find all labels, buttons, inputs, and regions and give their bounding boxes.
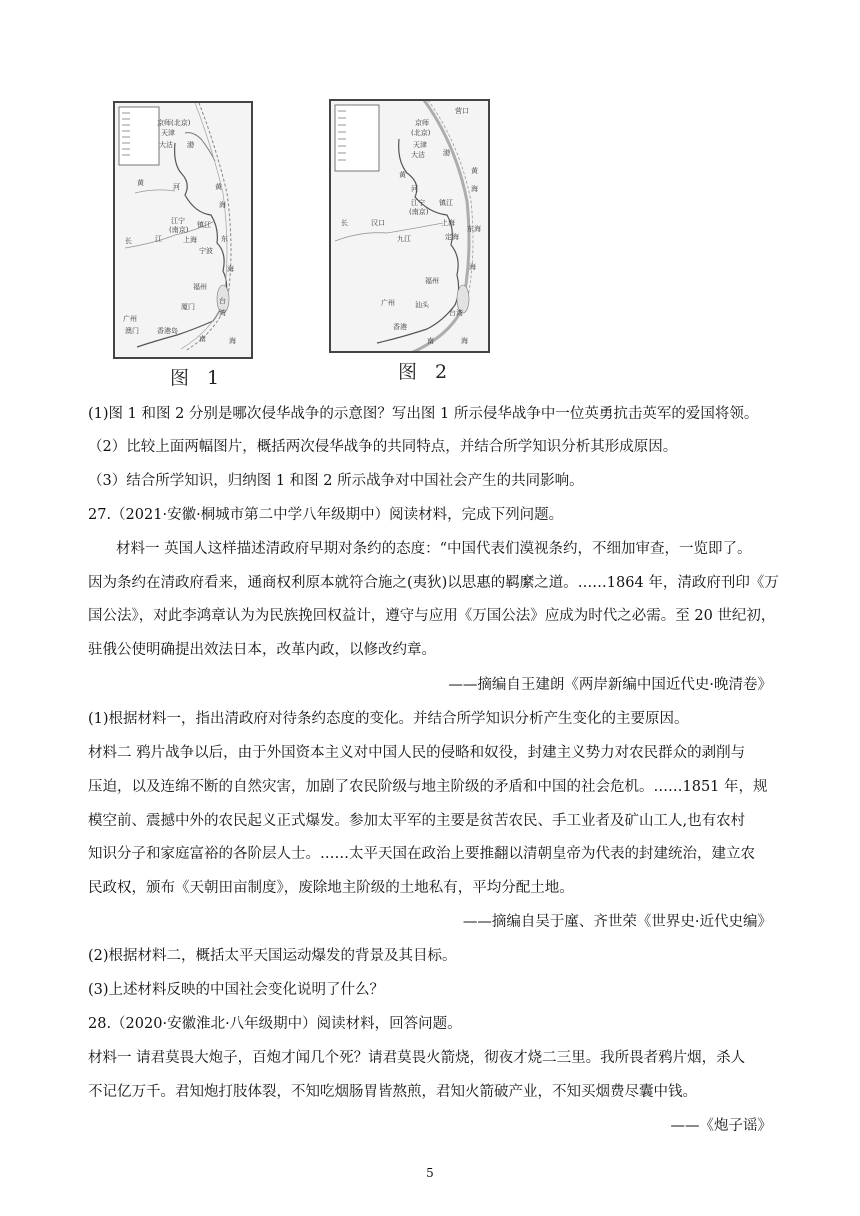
question-26-1: (1)图 1 和图 2 分别是哪次侵华战争的示意图？写出图 1 所示侵华战争中一位英勇抗击英军的爱国将领。 [88, 406, 759, 422]
map-label: 镇江 [439, 199, 453, 207]
map-label: 南 [199, 335, 206, 343]
page-number: 5 [426, 1166, 434, 1180]
question-27-1: (1)根据材料一，指出清政府对待条约态度的变化。并结合所学知识分析产生变化的主要原因。 [88, 711, 689, 727]
map-label: 天津 [413, 141, 427, 149]
material-paragraph: 民政权，颁布《天朝田亩制度》，废除地主阶级的土地私有，平均分配土地。 [88, 880, 574, 896]
material-paragraph: 国公法》，对此李鸿章认为为民族挽回权益计，遵守与应用《万国公法》应成为时代之必需。至 20 世纪初， [88, 608, 776, 624]
map-label: (南京) [169, 226, 189, 234]
map-label: 福州 [425, 277, 439, 285]
figure-2-caption: 图 2 [398, 361, 454, 383]
map-label: 湾 [219, 309, 226, 317]
map-label: 海 [219, 201, 226, 209]
map-label: 九江 [397, 235, 411, 243]
material-paragraph: 知识分子和家庭富裕的各阶层人士。……太平天国在政治上要推翻以清朝皇帝为代表的封建统治，建立农 [88, 846, 755, 862]
map-label: 渤 [443, 149, 450, 157]
map-label: 大沽 [159, 141, 173, 149]
map-label: 黄 [215, 183, 222, 191]
map-label: 河 [411, 185, 418, 193]
map-label: 广州 [381, 299, 395, 307]
map-label: 镇江 [197, 221, 211, 229]
material-paragraph: 压迫，以及连绵不断的自然灾害，加剧了农民阶级与地主阶级的矛盾和中国的社会危机。……1851 年，规 [88, 779, 768, 795]
map-label: 香港岛 [157, 327, 178, 335]
question-26-2: （2）比较上面两幅图片，概括两次侵华战争的共同特点，并结合所学知识分析其形成原因。 [88, 439, 678, 455]
map-label: 江宁 [171, 217, 185, 225]
map-label: 福州 [193, 283, 207, 291]
map-label: 黄 [137, 179, 144, 187]
material-paragraph: 材料一 英国人这样描述清政府早期对条约的态度：“中国代表们漠视条约，不细加审查，一览即了。 [116, 541, 752, 557]
map-label: 上海 [183, 236, 197, 244]
figure-1-caption: 图 1 [170, 367, 226, 389]
material-paragraph: 模空前、震撼中外的农民起义正式爆发。参加太平军的主要是贫苦农民、手工业者及矿山工人,也有农村 [88, 813, 746, 829]
map-label: 海 [461, 337, 468, 345]
material-paragraph: 因为条约在清政府看来，通商权利原本就符合施之(夷狄)以思惠的羁縻之道。……1864 年，清政府刊印《万 [88, 575, 779, 591]
map-label: 黄 [399, 171, 406, 179]
map-label: 河 [173, 183, 180, 191]
map-label: 上海 [441, 219, 455, 227]
map-label: 海 [469, 263, 476, 271]
map-label: 厦门 [181, 303, 195, 311]
map-label: 南 [427, 337, 434, 345]
map-label: 黄 [471, 167, 478, 175]
map-label: 香港 [393, 323, 407, 331]
source-citation: ——摘编自吴于廑、齐世荣《世界史·近代史编》 [462, 914, 772, 930]
map-label: 渤 [187, 141, 194, 149]
map-label: 海 [471, 185, 478, 193]
map-label: 东海 [467, 225, 481, 233]
question-27-3: (3)上述材料反映的中国社会变化说明了什么？ [88, 982, 385, 998]
map-label: 澳门 [125, 327, 139, 335]
map-label: (北京) [411, 129, 431, 137]
material-paragraph: 材料二 鸦片战争以后，由于外国资本主义对中国人民的侵略和奴役，封建主义势力对农民群众的剥削与 [88, 745, 746, 761]
map-label: (南京) [409, 208, 429, 216]
map-label: 台湾 [449, 309, 463, 317]
question-27-2: (2)根据材料二，概括太平天国运动爆发的背景及其目标。 [88, 948, 457, 964]
map-label: 汉口 [371, 219, 385, 227]
source-citation: ——《炮子谣》 [670, 1118, 772, 1134]
source-citation: ——摘编自王建朗《两岸新编中国近代史·晚清卷》 [448, 677, 772, 693]
map-label: 营口 [455, 107, 469, 115]
map-label: 海 [227, 265, 234, 273]
map-figure-1 [113, 101, 253, 359]
material-paragraph: 材料一 请君莫畏大炮子，百炮才闻几个死？请君莫畏火箭烧，彻夜才烧二三里。我所畏者鸦片烟，杀人 [88, 1050, 746, 1066]
question-26-3: （3）结合所学知识，归纳图 1 和图 2 所示战争对中国社会产生的共同影响。 [88, 473, 584, 489]
map-label: 汕头 [415, 301, 429, 309]
map-label: 长 [125, 237, 132, 245]
question-28-heading: 28.（2020·安徽淮北·八年级期中）阅读材料，回答问题。 [88, 1016, 462, 1032]
map-label: 海 [229, 337, 236, 345]
map-label: 台 [219, 297, 226, 305]
map-label: 宁波 [199, 247, 213, 255]
map-label: 大沽 [411, 151, 425, 159]
map-label: 长 [341, 219, 348, 227]
map-label: 京师 [415, 119, 429, 127]
map-label: 定海 [445, 233, 459, 241]
material-paragraph: 不记亿万千。君知炮打肢体裂，不知吃烟肠胃皆熬煎，君知火箭破产业，不知买烟费尽囊中钱。 [88, 1084, 697, 1100]
map-label: 京师(北京) [157, 119, 191, 127]
map-label: 天津 [161, 129, 175, 137]
map-label: 东 [221, 235, 228, 243]
material-paragraph: 驻俄公使明确提出效法日本，改革内政，以修改约章。 [88, 642, 436, 658]
map-figure-2 [329, 99, 490, 353]
question-27-heading: 27.（2021·安徽·桐城市第二中学八年级期中）阅读材料，完成下列问题。 [88, 507, 564, 523]
map-label: 江宁 [411, 199, 425, 207]
map-label: 广州 [123, 315, 137, 323]
map-label: 江 [155, 235, 162, 243]
